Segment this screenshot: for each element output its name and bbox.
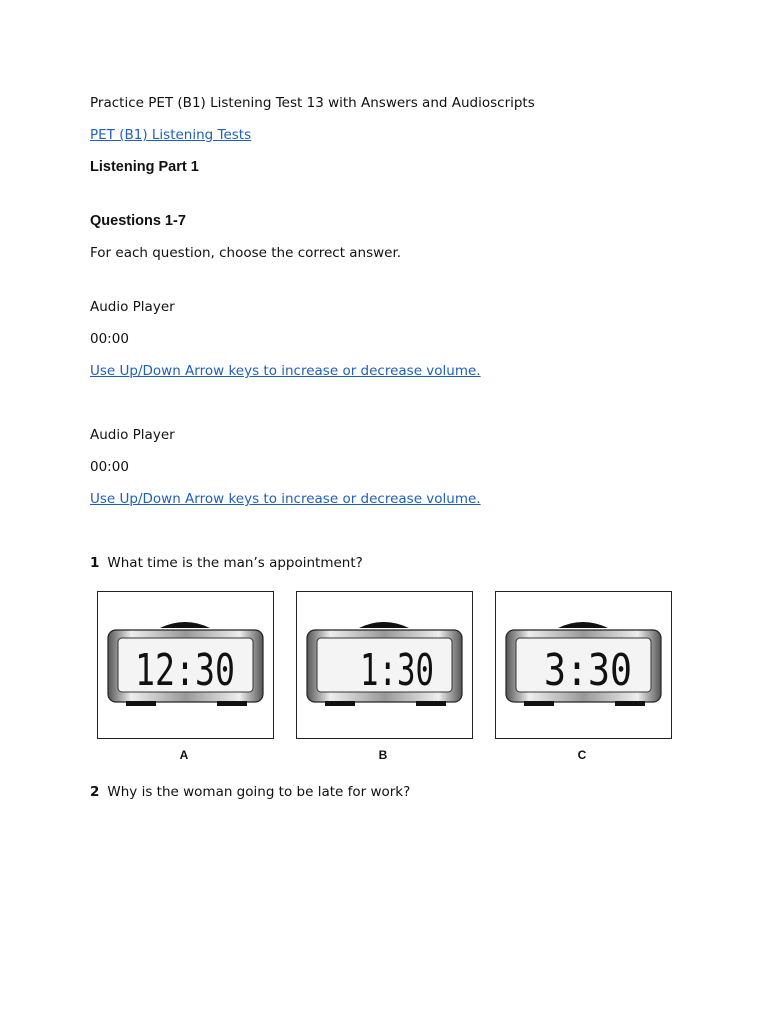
option-a-clock-image[interactable]	[97, 591, 274, 739]
clock-time: 1:30	[360, 645, 434, 696]
audio-player-label: Audio Player	[90, 427, 175, 443]
option-c-label: C	[577, 748, 587, 762]
question-text: Why is the woman going to be late for work?	[107, 784, 411, 800]
clock-time: 3:30	[544, 645, 632, 696]
audio-player-time: 00:00	[90, 459, 129, 475]
breadcrumb-link[interactable]: PET (B1) Listening Tests	[90, 127, 252, 143]
section-heading: Listening Part 1	[90, 159, 199, 175]
question-1	[90, 554, 363, 572]
option-c-clock-image[interactable]	[495, 591, 672, 739]
page-title: Practice PET (B1) Listening Test 13 with Answers and Audioscripts	[90, 95, 535, 111]
audio-player-label: Audio Player	[90, 299, 175, 315]
option-b-clock-image[interactable]	[296, 591, 473, 739]
clock-time: 12:30	[135, 645, 235, 696]
option-b-label: B	[378, 748, 388, 762]
audio-player-time: 00:00	[90, 331, 129, 347]
question-text: What time is the man’s appointment?	[107, 555, 363, 571]
question-number: 2	[90, 784, 100, 800]
audio-volume-hint-link[interactable]: Use Up/Down Arrow keys to increase or decrease volume.	[90, 363, 481, 379]
question-2	[90, 783, 410, 801]
option-a-label: A	[179, 748, 189, 762]
questions-heading: Questions 1-7	[90, 213, 186, 229]
audio-volume-hint-link[interactable]: Use Up/Down Arrow keys to increase or decrease volume.	[90, 491, 481, 507]
question-number: 1	[90, 555, 100, 571]
instruction-text: For each question, choose the correct answer.	[90, 245, 402, 261]
